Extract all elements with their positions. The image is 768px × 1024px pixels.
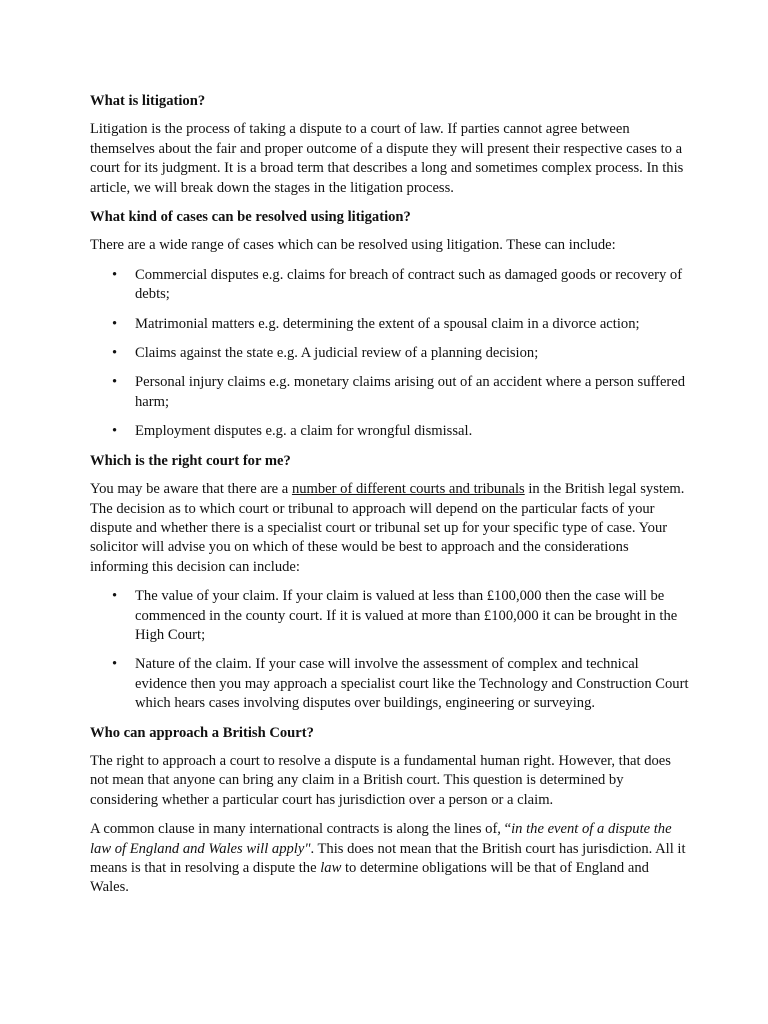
bullet-icon: • [112, 656, 118, 673]
list-item: • Commercial disputes e.g. claims for breach of contract such as damaged goods or recovery of debts; [112, 266, 683, 303]
list-item: • Personal injury claims e.g. monetary claims arising out of an accident where a person suffered harm; [112, 374, 686, 410]
list-item: • The value of your claim. If your claim is valued at less than £100,000 then the case will be commenced in the county court. If it is valued at more than £100,000 it can be brought in the High Court; [112, 588, 678, 643]
heading-right-court: Which is the right court for me? [90, 452, 291, 469]
bullet-icon: • [112, 588, 118, 605]
bullet-icon: • [112, 266, 118, 283]
bullet-icon: • [112, 345, 118, 362]
courts-and-tribunals-link[interactable]: number of different courts and tribunals [291, 481, 525, 498]
bullet-icon: • [112, 374, 118, 391]
bullet-icon: • [112, 423, 118, 440]
heading-kinds-of-cases: What kind of cases can be resolved using litigation? [90, 209, 411, 226]
heading-who-can-approach: Who can approach a British Court? [90, 724, 314, 741]
considerations-list [90, 587, 690, 713]
paragraph-jurisdiction-clause: A common clause in many international contracts is along the lines of, “in the event of a dispute the law of England and Wales will apply". This does not mean that the British court has jurisdiction. All it means is that in resolving a dispute the law to determine obligations will be that of England and Wales. [90, 821, 686, 896]
document-page [90, 92, 690, 908]
list-item: • Employment disputes e.g. a claim for wrongful dismissal. [90, 422, 690, 441]
paragraph-right-court: You may be aware that there are a number of different courts and tribunals in the British legal system. The decision as to which court or tribunal to approach will depend on the particular facts of your dispute and whether there is a specialist court or tribunal set up for your specific type of case. Your solicitor will advise you on which of these would be best to approach and the considerations informing this decision can include: [90, 481, 685, 575]
paragraph-litigation-definition: Litigation is the process of taking a dispute to a court of law. If parties cannot agree between themselves about the fair and proper outcome of a dispute they will present their respective cases to a court for its judgment. It is a broad term that describes a long and sometimes complex process. In this article, we will break down the stages in the litigation process. [90, 121, 684, 196]
list-item: • Matrimonial matters e.g. determining the extent of a spousal claim in a divorce action; [90, 315, 690, 334]
paragraph-right-to-approach: The right to approach a court to resolve a dispute is a fundamental human right. However, that does not mean that anyone can bring any claim in a British court. This question is determined by considering whether a particular court has jurisdiction over a person or a claim. [90, 752, 671, 808]
bullet-icon: • [112, 315, 118, 332]
list-item: • Nature of the claim. If your case will involve the assessment of complex and technical evidence then you may approach a specialist court like the Technology and Construction Court which hears cases involving disputes over buildings, engineering or surveying. [112, 656, 689, 712]
paragraph-cases-intro: There are a wide range of cases which can be resolved using litigation. These can include: [90, 237, 616, 254]
list-item: • Claims against the state e.g. A judicial review of a planning decision; [90, 344, 690, 363]
cases-list [90, 266, 690, 442]
heading-what-is-litigation: What is litigation? [90, 93, 206, 109]
